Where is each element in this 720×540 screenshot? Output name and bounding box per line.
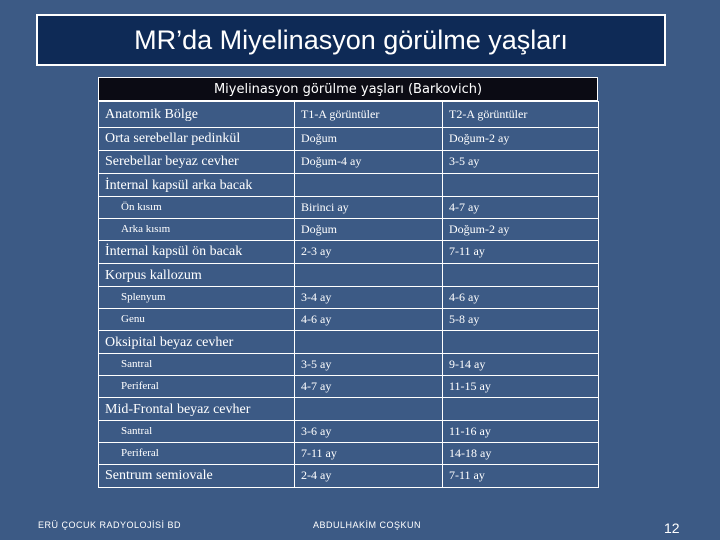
table-row xyxy=(99,151,599,174)
group-empty-t2 xyxy=(443,398,599,421)
cell-t1: Doğum xyxy=(295,219,443,241)
group-empty-t1 xyxy=(295,398,443,421)
table-group-row xyxy=(99,331,599,354)
group-region: İnternal kapsül arka bacak xyxy=(99,174,295,197)
cell-t2: 4-6 ay xyxy=(443,287,599,309)
cell-t1: 2-3 ay xyxy=(295,241,443,264)
header-t2: T2-A görüntüler xyxy=(443,102,599,128)
header-t1: T1-A görüntüler xyxy=(295,102,443,128)
table-group-row xyxy=(99,174,599,197)
group-empty-t1 xyxy=(295,264,443,287)
footer-department: ERÜ ÇOCUK RADYOLOJİSİ BD xyxy=(38,520,182,530)
cell-t1: 3-5 ay xyxy=(295,354,443,376)
table-group-row xyxy=(99,398,599,421)
table-subrow xyxy=(99,376,599,398)
cell-t2: 14-18 ay xyxy=(443,443,599,465)
cell-t1: 4-6 ay xyxy=(295,309,443,331)
table-row xyxy=(99,241,599,264)
cell-region: Genu xyxy=(99,309,295,331)
cell-region: İnternal kapsül ön bacak xyxy=(99,241,295,264)
group-region: Mid-Frontal beyaz cevher xyxy=(99,398,295,421)
table-subrow xyxy=(99,354,599,376)
group-empty-t2 xyxy=(443,331,599,354)
cell-t2: 11-16 ay xyxy=(443,421,599,443)
cell-t1: 4-7 ay xyxy=(295,376,443,398)
cell-t2: Doğum-2 ay xyxy=(443,219,599,241)
table-row xyxy=(99,465,599,488)
cell-t2: 7-11 ay xyxy=(443,465,599,488)
group-empty-t1 xyxy=(295,174,443,197)
myelination-table xyxy=(98,101,599,488)
cell-region: Orta serebellar pedinkül xyxy=(99,128,295,151)
table-subrow xyxy=(99,219,599,241)
table-subrow xyxy=(99,421,599,443)
cell-region: Periferal xyxy=(99,443,295,465)
myelination-table-container xyxy=(98,77,598,488)
cell-t2: 5-8 ay xyxy=(443,309,599,331)
cell-t2: 9-14 ay xyxy=(443,354,599,376)
cell-region: Arka kısım xyxy=(99,219,295,241)
table-group-row xyxy=(99,264,599,287)
cell-t1: Doğum-4 ay xyxy=(295,151,443,174)
header-region: Anatomik Bölge xyxy=(99,102,295,128)
cell-region: Splenyum xyxy=(99,287,295,309)
cell-t2: 7-11 ay xyxy=(443,241,599,264)
table-subrow xyxy=(99,309,599,331)
cell-t2: 4-7 ay xyxy=(443,197,599,219)
group-empty-t2 xyxy=(443,174,599,197)
page-number: 12 xyxy=(664,520,680,536)
cell-region: Santral xyxy=(99,354,295,376)
cell-t2: 3-5 ay xyxy=(443,151,599,174)
footer-author: ABDULHAKİM COŞKUN xyxy=(313,520,422,530)
table-subrow xyxy=(99,443,599,465)
cell-t2: 11-15 ay xyxy=(443,376,599,398)
cell-region: Santral xyxy=(99,421,295,443)
cell-t1: 2-4 ay xyxy=(295,465,443,488)
table-subrow xyxy=(99,287,599,309)
table-row xyxy=(99,128,599,151)
cell-t1: 3-6 ay xyxy=(295,421,443,443)
cell-t1: Doğum xyxy=(295,128,443,151)
table-header-row xyxy=(99,102,599,128)
cell-region: Ön kısım xyxy=(99,197,295,219)
group-region: Oksipital beyaz cevher xyxy=(99,331,295,354)
slide-title: MR’da Miyelinasyon görülme yaşları xyxy=(134,25,568,55)
cell-region: Periferal xyxy=(99,376,295,398)
table-title: Miyelinasyon görülme yaşları (Barkovich) xyxy=(98,77,598,101)
table-body xyxy=(99,102,599,488)
cell-t1: 7-11 ay xyxy=(295,443,443,465)
cell-t1: 3-4 ay xyxy=(295,287,443,309)
cell-t1: Birinci ay xyxy=(295,197,443,219)
cell-region: Sentrum semiovale xyxy=(99,465,295,488)
group-empty-t1 xyxy=(295,331,443,354)
group-region: Korpus kallozum xyxy=(99,264,295,287)
slide-title-box xyxy=(36,14,666,66)
cell-region: Serebellar beyaz cevher xyxy=(99,151,295,174)
table-subrow xyxy=(99,197,599,219)
group-empty-t2 xyxy=(443,264,599,287)
cell-t2: Doğum-2 ay xyxy=(443,128,599,151)
